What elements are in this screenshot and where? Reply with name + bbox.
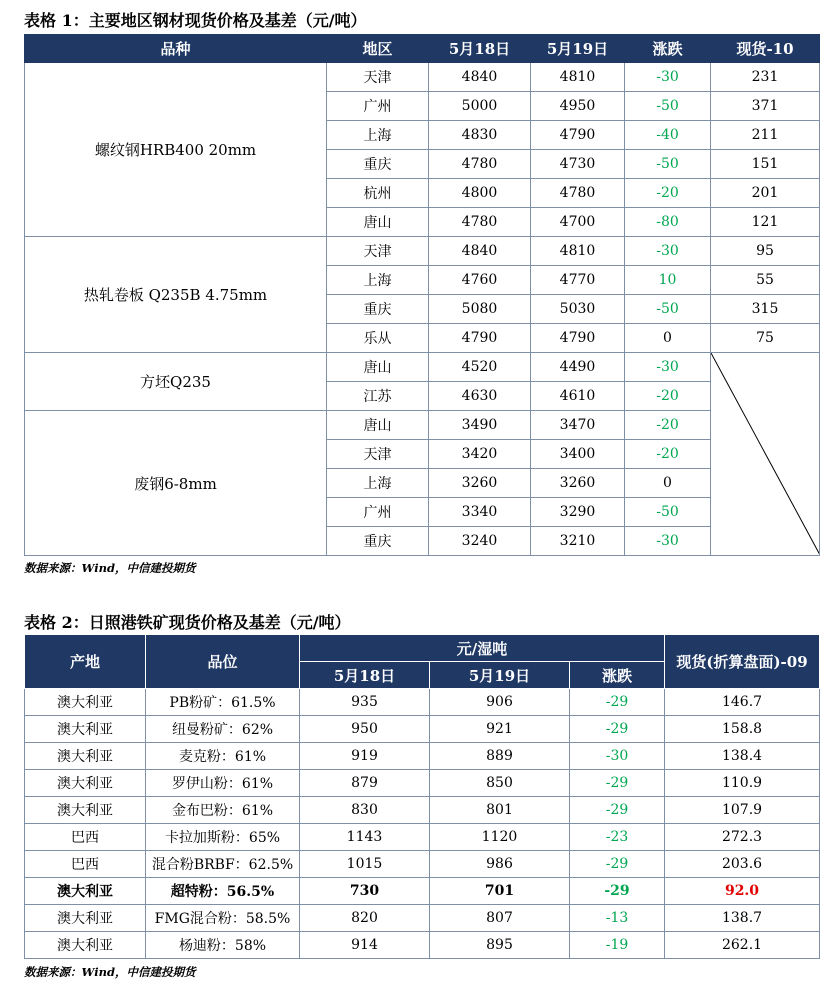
price-d1: 4760 — [429, 266, 531, 295]
region: 天津 — [327, 237, 429, 266]
origin: 澳大利亚 — [25, 905, 146, 932]
price-change: -29 — [570, 689, 665, 716]
price-change: -30 — [570, 743, 665, 770]
price-d1: 4830 — [429, 121, 531, 150]
price-d2: 4780 — [531, 179, 625, 208]
price-d1: 935 — [300, 689, 430, 716]
price-change: 0 — [625, 469, 711, 498]
price-d1: 830 — [300, 797, 430, 824]
price-d1: 914 — [300, 932, 430, 959]
origin: 澳大利亚 — [25, 797, 146, 824]
region: 乐从 — [327, 324, 429, 353]
empty-diagonal-cell — [711, 353, 820, 556]
grade: 罗伊山粉：61% — [146, 770, 300, 797]
price-d2: 4610 — [531, 382, 625, 411]
table-row — [25, 878, 820, 905]
basis-value: 262.1 — [665, 932, 820, 959]
price-d2: 4950 — [531, 92, 625, 121]
price-change: -20 — [625, 411, 711, 440]
product-name: 废钢6-8mm — [25, 411, 327, 556]
header-basis2: 现货(折算盘面)-09 — [665, 635, 820, 689]
origin: 澳大利亚 — [25, 716, 146, 743]
price-d1: 820 — [300, 905, 430, 932]
price-d1: 3420 — [429, 440, 531, 469]
price-d2: 3470 — [531, 411, 625, 440]
grade: 麦克粉：61% — [146, 743, 300, 770]
price-change: -29 — [570, 878, 665, 905]
price-change: -20 — [625, 440, 711, 469]
price-d1: 3490 — [429, 411, 531, 440]
price-d1: 4780 — [429, 208, 531, 237]
basis-value: 201 — [711, 179, 820, 208]
price-d1: 4790 — [429, 324, 531, 353]
basis-value: 138.4 — [665, 743, 820, 770]
table2-source: 数据来源：Wind，中信建投期货 — [24, 965, 196, 979]
price-d1: 879 — [300, 770, 430, 797]
region: 唐山 — [327, 208, 429, 237]
price-d2: 807 — [430, 905, 570, 932]
price-d2: 3400 — [531, 440, 625, 469]
price-d1: 1143 — [300, 824, 430, 851]
header-unit: 元/湿吨 — [300, 635, 665, 662]
header-basis: 现货-10 — [711, 35, 820, 63]
table-row — [25, 237, 820, 266]
region: 上海 — [327, 469, 429, 498]
price-d2: 921 — [430, 716, 570, 743]
price-d2: 3260 — [531, 469, 625, 498]
table-row — [25, 824, 820, 851]
basis-value: 151 — [711, 150, 820, 179]
region: 重庆 — [327, 150, 429, 179]
origin: 巴西 — [25, 851, 146, 878]
region: 天津 — [327, 440, 429, 469]
price-d2: 801 — [430, 797, 570, 824]
product-name: 螺纹钢HRB400 20mm — [25, 63, 327, 237]
price-change: -29 — [570, 797, 665, 824]
region: 江苏 — [327, 382, 429, 411]
header-region: 地区 — [327, 35, 429, 63]
price-d2: 4810 — [531, 237, 625, 266]
price-d1: 919 — [300, 743, 430, 770]
region: 杭州 — [327, 179, 429, 208]
price-change: -13 — [570, 905, 665, 932]
price-change: 0 — [625, 324, 711, 353]
grade: FMG混合粉：58.5% — [146, 905, 300, 932]
origin: 澳大利亚 — [25, 743, 146, 770]
basis-value: 107.9 — [665, 797, 820, 824]
basis-value: 371 — [711, 92, 820, 121]
price-d2: 4770 — [531, 266, 625, 295]
table1-caption: 表格 1：主要地区钢材现货价格及基差（元/吨） — [24, 11, 367, 30]
region: 重庆 — [327, 295, 429, 324]
price-change: -29 — [570, 851, 665, 878]
price-d2: 895 — [430, 932, 570, 959]
header-date1: 5月18日 — [429, 35, 531, 63]
region: 唐山 — [327, 353, 429, 382]
price-d2: 4700 — [531, 208, 625, 237]
product-name: 方坯Q235 — [25, 353, 327, 411]
grade: PB粉矿：61.5% — [146, 689, 300, 716]
grade: 卡拉加斯粉：65% — [146, 824, 300, 851]
price-change: -29 — [570, 716, 665, 743]
price-d2: 701 — [430, 878, 570, 905]
price-d2: 4790 — [531, 121, 625, 150]
price-d1: 3240 — [429, 527, 531, 556]
price-change: -50 — [625, 498, 711, 527]
origin: 澳大利亚 — [25, 932, 146, 959]
price-d1: 3260 — [429, 469, 531, 498]
price-d1: 950 — [300, 716, 430, 743]
price-d1: 4800 — [429, 179, 531, 208]
price-d2: 889 — [430, 743, 570, 770]
price-d2: 4790 — [531, 324, 625, 353]
price-change: -30 — [625, 353, 711, 382]
grade: 金布巴粉：61% — [146, 797, 300, 824]
price-change: -30 — [625, 527, 711, 556]
price-d1: 4840 — [429, 63, 531, 92]
price-d2: 850 — [430, 770, 570, 797]
table-row — [25, 743, 820, 770]
product-name: 热轧卷板 Q235B 4.75mm — [25, 237, 327, 353]
basis-value: 272.3 — [665, 824, 820, 851]
price-change: 10 — [625, 266, 711, 295]
region: 广州 — [327, 498, 429, 527]
table-row — [25, 689, 820, 716]
price-change: -20 — [625, 382, 711, 411]
price-d2: 906 — [430, 689, 570, 716]
price-change: -30 — [625, 63, 711, 92]
price-d1: 4520 — [429, 353, 531, 382]
table-row — [25, 932, 820, 959]
price-d2: 4490 — [531, 353, 625, 382]
table-row — [25, 797, 820, 824]
header-origin: 产地 — [25, 635, 146, 689]
price-d1: 3340 — [429, 498, 531, 527]
basis-value: 315 — [711, 295, 820, 324]
header-date2: 5月19日 — [531, 35, 625, 63]
table-row — [25, 905, 820, 932]
price-d2: 986 — [430, 851, 570, 878]
basis-value: 75 — [711, 324, 820, 353]
price-d1: 5000 — [429, 92, 531, 121]
header-product: 品种 — [25, 35, 327, 63]
price-change: -40 — [625, 121, 711, 150]
price-change: -19 — [570, 932, 665, 959]
price-change: -30 — [625, 237, 711, 266]
table-row — [25, 770, 820, 797]
grade: 纽曼粉矿：62% — [146, 716, 300, 743]
header-d2: 5月19日 — [430, 662, 570, 689]
price-d2: 5030 — [531, 295, 625, 324]
region: 唐山 — [327, 411, 429, 440]
price-change: -50 — [625, 150, 711, 179]
price-change: -80 — [625, 208, 711, 237]
basis-value: 110.9 — [665, 770, 820, 797]
basis-value: 121 — [711, 208, 820, 237]
origin: 巴西 — [25, 824, 146, 851]
table-row — [25, 63, 820, 92]
basis-value: 211 — [711, 121, 820, 150]
price-d2: 4730 — [531, 150, 625, 179]
price-d1: 4840 — [429, 237, 531, 266]
basis-value: 138.7 — [665, 905, 820, 932]
price-d1: 4630 — [429, 382, 531, 411]
region: 广州 — [327, 92, 429, 121]
price-d1: 1015 — [300, 851, 430, 878]
basis-value: 203.6 — [665, 851, 820, 878]
price-change: -50 — [625, 295, 711, 324]
table2-caption: 表格 2：日照港铁矿现货价格及基差（元/吨） — [24, 613, 351, 632]
price-change: -50 — [625, 92, 711, 121]
origin: 澳大利亚 — [25, 770, 146, 797]
basis-value: 231 — [711, 63, 820, 92]
region: 天津 — [327, 63, 429, 92]
header-grade: 品位 — [146, 635, 300, 689]
price-d1: 5080 — [429, 295, 531, 324]
price-change: -20 — [625, 179, 711, 208]
price-d2: 3290 — [531, 498, 625, 527]
price-d2: 1120 — [430, 824, 570, 851]
price-d2: 3210 — [531, 527, 625, 556]
diagonal-line — [711, 353, 820, 555]
table-row — [25, 851, 820, 878]
basis-value: 95 — [711, 237, 820, 266]
origin: 澳大利亚 — [25, 689, 146, 716]
origin: 澳大利亚 — [25, 878, 146, 905]
grade: 超特粉：56.5% — [146, 878, 300, 905]
region: 上海 — [327, 266, 429, 295]
header-chg: 涨跌 — [570, 662, 665, 689]
header-change: 涨跌 — [625, 35, 711, 63]
table-row — [25, 353, 820, 382]
iron-ore-price-table — [24, 634, 820, 959]
region: 重庆 — [327, 527, 429, 556]
header-d1: 5月18日 — [300, 662, 430, 689]
basis-value: 92.0 — [665, 878, 820, 905]
price-d1: 730 — [300, 878, 430, 905]
table-row — [25, 716, 820, 743]
table1-source: 数据来源：Wind，中信建投期货 — [24, 561, 196, 575]
grade: 杨迪粉：58% — [146, 932, 300, 959]
basis-value: 158.8 — [665, 716, 820, 743]
table1-header-row — [25, 35, 820, 63]
table-row — [25, 411, 820, 440]
region: 上海 — [327, 121, 429, 150]
price-d1: 4780 — [429, 150, 531, 179]
steel-price-table — [24, 34, 820, 556]
price-d2: 4810 — [531, 63, 625, 92]
basis-value: 55 — [711, 266, 820, 295]
basis-value: 146.7 — [665, 689, 820, 716]
grade: 混合粉BRBF：62.5% — [146, 851, 300, 878]
price-change: -23 — [570, 824, 665, 851]
price-change: -29 — [570, 770, 665, 797]
